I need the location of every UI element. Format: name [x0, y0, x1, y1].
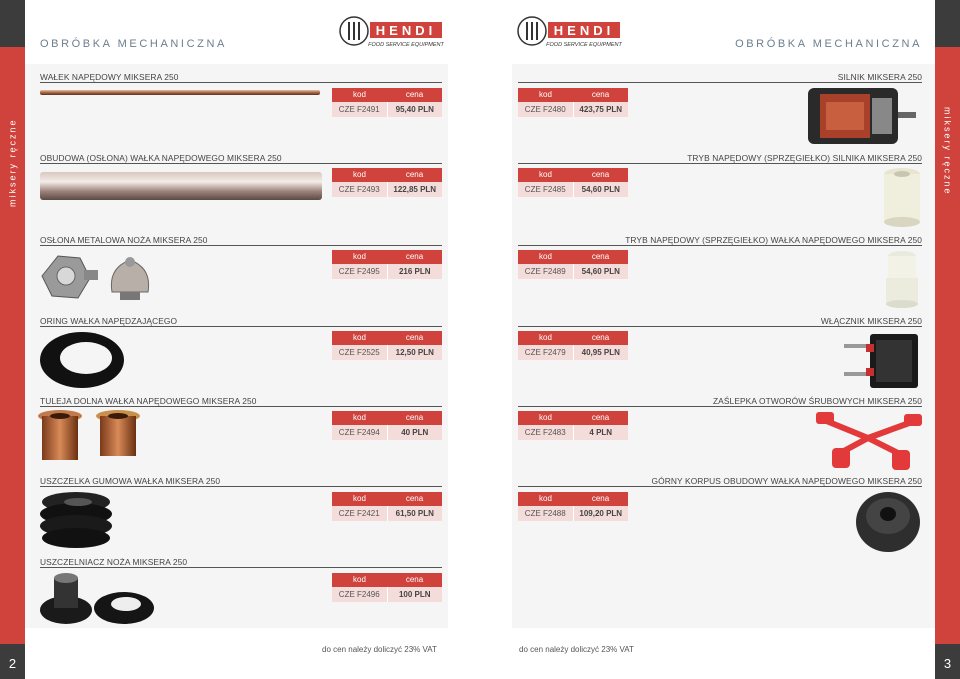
hendi-logo-right: [516, 16, 622, 50]
product-code: CZE F2525: [338, 348, 380, 357]
drive-shaft-image: [38, 88, 328, 98]
product-code: CZE F2494: [338, 428, 380, 437]
product-code: CZE F2483: [524, 428, 566, 437]
motor-coupling-image: [880, 166, 926, 228]
right-page-number: 3: [943, 656, 952, 671]
section-divider: [40, 82, 442, 83]
price-header: cena: [405, 494, 424, 503]
product-title: TRYB NAPĘDOWY (SPRZĘGIEŁKO) WAŁKA NAPĘDOWEGO MIKSERA 250: [625, 235, 922, 245]
section-divider: [40, 326, 442, 327]
product-code: CZE F2495: [338, 267, 380, 276]
section-divider: [40, 406, 442, 407]
product-price: 54,60 PLN: [573, 182, 629, 197]
product-price: 40,95 PLN: [573, 345, 629, 360]
code-header: kod: [539, 494, 552, 503]
price-table: [332, 573, 442, 602]
rubber-seal-image: [38, 490, 116, 552]
price-table: [332, 492, 442, 521]
code-header: kod: [353, 170, 366, 179]
section-divider: [40, 486, 442, 487]
product-price: 54,60 PLN: [573, 264, 629, 279]
price-header: cena: [405, 333, 424, 342]
product-code: CZE F2496: [338, 590, 380, 599]
metal-blade-guard-image: [38, 248, 158, 304]
svg-text:FOOD SERVICE EQUIPMENT: FOOD SERVICE EQUIPMENT: [546, 42, 622, 48]
product-price: 109,20 PLN: [573, 506, 629, 521]
price-table: [332, 88, 442, 117]
product-price: 216 PLN: [387, 264, 443, 279]
product-code: CZE F2491: [338, 105, 380, 114]
product-title: OSŁONA METALOWA NOŻA MIKSERA 250: [40, 235, 208, 245]
product-code: CZE F2488: [524, 509, 566, 518]
section-divider: [40, 163, 442, 164]
bushing-image: [38, 408, 148, 466]
product-price: 61,50 PLN: [387, 506, 443, 521]
code-header: kod: [539, 333, 552, 342]
left-side-label: miksery ręczne: [7, 118, 18, 207]
product-price: 95,40 PLN: [387, 102, 443, 117]
switch-image: [840, 330, 924, 392]
vat-note-left: do cen należy doliczyć 23% VAT: [322, 645, 437, 654]
product-title: SILNIK MIKSERA 250: [837, 72, 922, 82]
product-title: USZCZELNIACZ NOŻA MIKSERA 250: [40, 557, 188, 567]
left-section-heading: OBRÓBKA MECHANICZNA: [40, 38, 227, 50]
product-code: CZE F2489: [524, 267, 566, 276]
price-header: cena: [591, 90, 610, 99]
code-header: kod: [353, 413, 366, 422]
product-code: CZE F2480: [524, 105, 566, 114]
section-divider: [40, 245, 442, 246]
product-title: WŁĄCZNIK MIKSERA 250: [820, 316, 922, 326]
right-section-heading: OBRÓBKA MECHANICZNA: [735, 38, 922, 50]
product-code: CZE F2479: [524, 348, 566, 357]
price-header: cena: [591, 413, 610, 422]
product-title: GÓRNY KORPUS OBUDOWY WAŁKA NAPĘDOWEGO MIKSERA 250: [651, 476, 922, 486]
shaft-housing-image: [38, 168, 326, 204]
section-divider: [40, 567, 442, 568]
motor-image: [800, 84, 924, 148]
product-code: CZE F2493: [338, 185, 380, 194]
right-side-label: miksery ręczne: [942, 107, 953, 196]
product-title: TRYB NAPĘDOWY (SPRZĘGIEŁKO) SILNIKA MIKSERA 250: [687, 153, 922, 163]
price-table: [332, 411, 442, 440]
product-code: CZE F2421: [338, 509, 380, 518]
product-price: 40 PLN: [387, 425, 443, 440]
left-side-accent: [0, 47, 25, 644]
code-header: kod: [353, 252, 366, 261]
product-title: ORING WAŁKA NAPĘDZAJĄCEGO: [40, 316, 178, 326]
code-header: kod: [539, 90, 552, 99]
price-header: cena: [591, 170, 610, 179]
product-price: 12,50 PLN: [387, 345, 443, 360]
product-price: 100 PLN: [387, 587, 443, 602]
price-table: [518, 331, 628, 360]
left-side-bar: [0, 0, 25, 679]
product-title: ZAŚLEPKA OTWORÓW ŚRUBOWYCH MIKSERA 250: [712, 396, 922, 406]
section-divider: [518, 486, 922, 487]
product-price: 4 PLN: [573, 425, 629, 440]
code-header: kod: [539, 170, 552, 179]
price-header: cena: [405, 575, 424, 584]
section-divider: [518, 163, 922, 164]
screw-cap-image: [812, 408, 924, 472]
svg-text:HENDI: HENDI: [375, 23, 437, 38]
section-divider: [518, 82, 922, 83]
price-header: cena: [405, 90, 424, 99]
product-code: CZE F2485: [524, 185, 566, 194]
vat-note-right: do cen należy doliczyć 23% VAT: [519, 645, 634, 654]
price-header: cena: [405, 252, 424, 261]
price-table: [518, 168, 628, 197]
product-title: USZCZELKA GUMOWA WAŁKA MIKSERA 250: [40, 476, 221, 486]
code-header: kod: [539, 252, 552, 261]
price-table: [518, 250, 628, 279]
product-title: OBUDOWA (OSŁONA) WAŁKA NAPĘDOWEGO MIKSERA 250: [40, 153, 282, 163]
price-table: [518, 492, 628, 521]
price-table: [332, 331, 442, 360]
price-table: [518, 88, 628, 117]
left-page-number: 2: [8, 656, 17, 671]
price-header: cena: [405, 413, 424, 422]
price-header: cena: [591, 494, 610, 503]
code-header: kod: [353, 90, 366, 99]
product-price: 122,85 PLN: [387, 182, 443, 197]
code-header: kod: [539, 413, 552, 422]
code-header: kod: [353, 494, 366, 503]
section-divider: [518, 406, 922, 407]
price-table: [332, 250, 442, 279]
svg-text:HENDI: HENDI: [553, 23, 615, 38]
product-price: 423,75 PLN: [573, 102, 629, 117]
hendi-logo-left: [338, 16, 444, 50]
upper-housing-image: [854, 488, 922, 554]
price-header: cena: [405, 170, 424, 179]
price-table: [518, 411, 628, 440]
o-ring-image: [38, 328, 128, 390]
code-header: kod: [353, 333, 366, 342]
right-side-bar: [935, 0, 960, 679]
blade-seal-image: [38, 570, 158, 628]
right-side-accent: [935, 47, 960, 644]
section-divider: [518, 245, 922, 246]
product-title: TULEJA DOLNA WAŁKA NAPĘDOWEGO MIKSERA 250: [40, 396, 257, 406]
code-header: kod: [353, 575, 366, 584]
shaft-coupling-image: [882, 248, 926, 310]
price-header: cena: [591, 333, 610, 342]
price-table: [332, 168, 442, 197]
svg-text:FOOD SERVICE EQUIPMENT: FOOD SERVICE EQUIPMENT: [368, 42, 444, 48]
product-title: WAŁEK NAPĘDOWY MIKSERA 250: [40, 72, 179, 82]
price-header: cena: [591, 252, 610, 261]
section-divider: [518, 326, 922, 327]
